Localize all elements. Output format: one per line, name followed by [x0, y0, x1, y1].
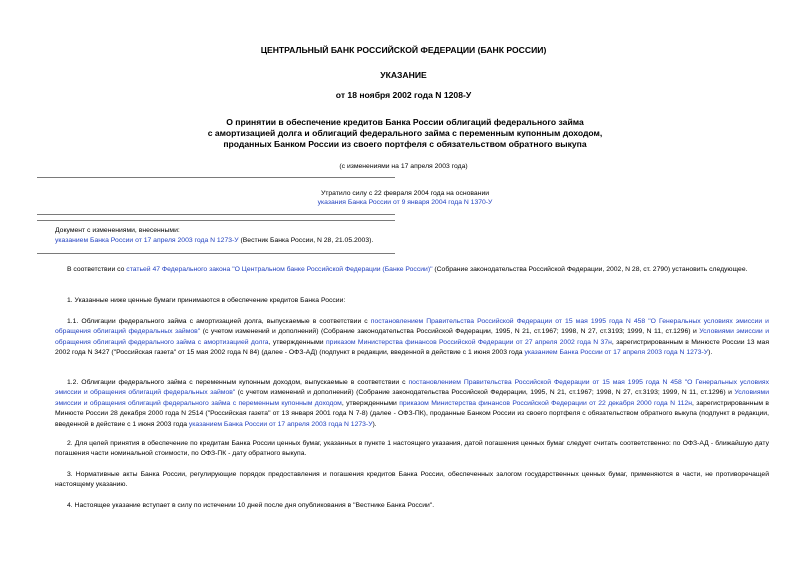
lost-force-link[interactable]: указания Банка России от 9 января 2004 года N 1370-У [317, 199, 493, 207]
title-line: с амортизацией долга и облигаций федерального займа с переменным купонным доходом, [207, 128, 603, 139]
law-article-link[interactable]: статьей 47 Федерального закона "О Центральном банке Российской Федерации (Банке России)" [126, 266, 433, 273]
divider [37, 253, 395, 254]
title-line: О принятии в обеспечение кредитов Банка России облигаций федерального займа [226, 117, 584, 127]
amendment-link[interactable]: указанием Банка России от 17 апреля 2003 года N 1273-У [524, 349, 709, 357]
issuer-name: ЦЕНТРАЛЬНЫЙ БАНК РОССИЙСКОЙ ФЕДЕРАЦИИ (БАНК РОССИИ) [260, 45, 547, 55]
amendments-note: (с изменениями на 17 апреля 2003 года) [339, 163, 468, 170]
document-date-number: от 18 ноября 2002 года N 1208-У [335, 90, 472, 100]
government-decree-link[interactable]: постановлением Правительства Российской Федерации от 15 мая 1995 года N 458 "О Генеральных условиях эмиссии и обращения облигаций федеральных займов" [55, 318, 769, 336]
minfin-order-link[interactable]: приказом Министерства финансов Российской Федерации от 22 декабря 2000 года N 112н [399, 399, 692, 407]
lost-force-note [240, 189, 570, 207]
lost-force-text: Утратило силу с 22 февраля 2004 года на основании [320, 190, 490, 197]
paragraph-1-1: 1.1. Облигации федерального займа с амортизацией долга, выпускаемые в соответствии с постановлением Правительства Российской Федерации от 15 мая 1995 года N 458 "О Генеральных условиях эмиссии и обращения облигаций федеральных займов" (с учетом изменений и дополнений) (Собрание законодательства Российской Федерации, 1995, N 21, ст.1967; 1998, N 27, ст.3193; 1999, N 11, ст.1296) и Условиями эмиссии и обращения облигаций федерального займа с амортизацией долга, утвержденными приказом Министерства финансов Российской Федерации от 27 апреля 2002 года N 37н, зарегистрированным в Минюсте России 13 мая 2002 года N 3427 ("Российская газета" от 15 мая 2002 года N 84) (далее - ОФЗ-АД) (подпункт в редакции, введенной в действие с 1 июня 2003 года указанием Банка России от 17 апреля 2003 года N 1273-У). [55, 318, 770, 357]
divider [37, 220, 395, 221]
document-title [150, 117, 660, 151]
title-line: проданных Банком России из своего портфеля с обязательством обратного выкупа [223, 139, 587, 150]
minfin-order-link[interactable]: приказом Министерства финансов Российской Федерации от 27 апреля 2002 года N 37н [325, 338, 612, 346]
divider [37, 177, 395, 178]
paragraph-1-2: 1.2. Облигации федерального займа с переменным купонным доходом, выпускаемые в соответствии с постановлением Правительства Российской Федерации от 15 мая 1995 года N 458 "О Генеральных условиях эмиссии и обращения облигаций федеральных займов" (с учетом изменений и дополнений) (Собрание законодательства Российской Федерации, 1995, N 21, ст.1967; 1998, N 27, ст.3193; 1999, N 11, ст.1296) и Условиями эмиссии и обращения облигаций федерального займа с переменным купонным доходом, утвержденными приказом Министерства финансов Российской Федерации от 22 декабря 2000 года N 112н, зарегистрированным в Минюсте России 28 декабря 2000 года N 2514 ("Российская газета" от 13 января 2001 года N 7-8) (далее - ОФЗ-ПК), проданные Банком России из своего портфеля с обязательством обратного выкупа (подпункт в редакции, введенной в действие с 1 июня 2003 года указанием Банка России от 17 апреля 2003 года N 1273-У). [55, 379, 770, 428]
paragraph-preamble: В соответствии со статьей 47 Федерального закона "О Центральном банке Российской Федерации (Банке России)" (Собрание законодательства Российской Федерации, 2002, N 28, ст. 2790) установить следующее. [67, 266, 748, 273]
paragraph-4: 4. Настоящее указание вступает в силу по истечении 10 дней после дня опубликования в "Вестнике Банка России". [67, 502, 435, 509]
divider [37, 214, 395, 215]
changes-link[interactable]: указанием Банка России от 17 апреля 2003 года N 1273-У [55, 237, 239, 245]
changes-label: Документ с изменениями, внесенными: [55, 227, 180, 234]
changes-note [55, 226, 555, 246]
issue-conditions-link[interactable]: Условиями эмиссии и обращения облигаций федерального займа с переменным купонным доходом [55, 389, 770, 407]
paragraph-1: 1. Указанные ниже ценные бумаги принимаются в обеспечение кредитов Банка России: [67, 297, 346, 304]
paragraph-2: 2. Для целей принятия в обеспечение по кредитам Банка России ценных бумаг, указанных в пункте 1 настоящего указания, датой погашения ценных бумаг следует считать соответственно: по ОФЗ-АД - ближайшую дату погашения части номинальной стоимости, по ОФЗ-ПК - дату обратного выкупа. [55, 440, 769, 458]
document-type: УКАЗАНИЕ [380, 70, 427, 80]
government-decree-link[interactable]: постановлением Правительства Российской Федерации от 15 мая 1995 года N 458 "О Генеральных условиях эмиссии и обращения облигаций федеральных займов" [55, 379, 769, 397]
issue-conditions-link[interactable]: Условиями эмиссии и обращения облигаций федерального займа с амортизацией долга [55, 328, 770, 346]
paragraph-3: 3. Нормативные акты Банка России, регулирующие порядок предоставления и погашения кредитов Банка России, обеспеченных залогом государственных ценных бумаг, применяются в части, не противоречащей настоящему указанию. [55, 471, 769, 489]
amendment-link[interactable]: указанием Банка России от 17 апреля 2003 года N 1273-У [188, 420, 373, 428]
changes-tail: (Вестник Банка России, N 28, 21.05.2003). [238, 237, 374, 245]
